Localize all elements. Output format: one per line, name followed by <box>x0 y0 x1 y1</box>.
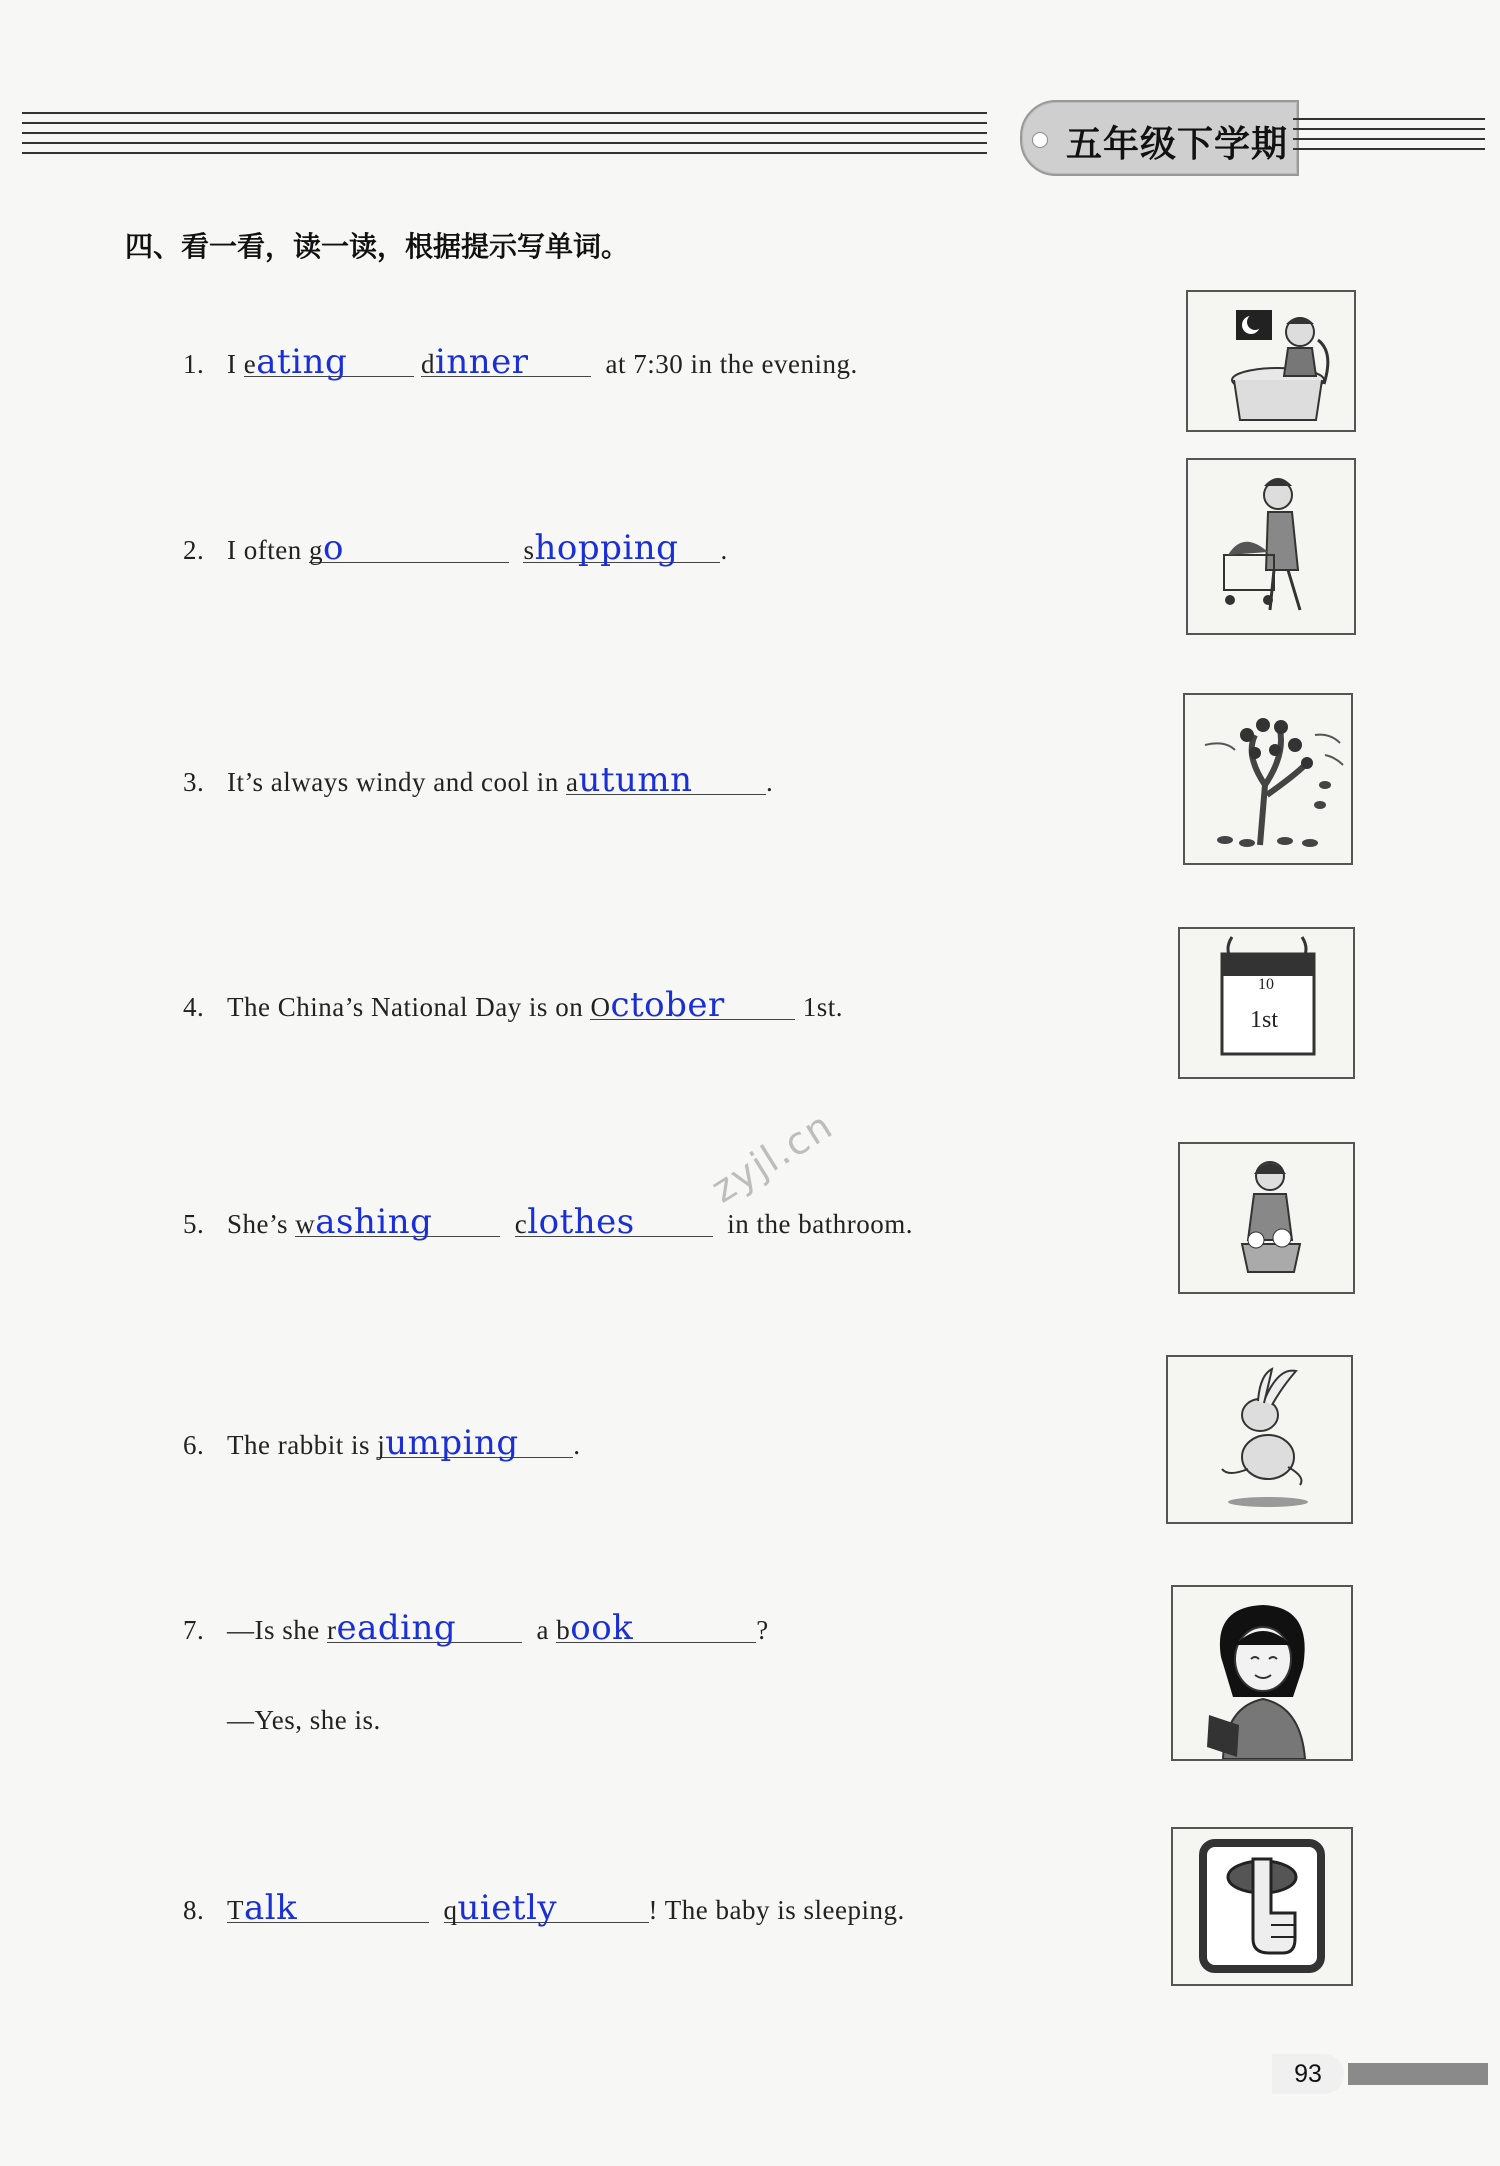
question-text <box>500 1209 515 1239</box>
answer-blank[interactable] <box>443 1888 649 1928</box>
question-text: The rabbit is <box>227 1430 378 1460</box>
page-number: 93 <box>1272 2054 1344 2094</box>
grade-tab <box>1020 100 1299 176</box>
question-text: ? <box>756 1615 769 1645</box>
question-text: It’s always windy and cool in <box>227 767 566 797</box>
question-number: 5. <box>183 1209 205 1239</box>
question-text: . <box>765 767 774 797</box>
question-text <box>509 535 524 565</box>
handwritten-answer: ating <box>256 342 348 382</box>
hint-letter: j <box>377 1430 386 1460</box>
question-7-reply: —Yes, she is. <box>227 1705 381 1735</box>
handwritten-answer: utumn <box>578 760 693 800</box>
handwritten-answer: uietly <box>457 1888 558 1928</box>
question-text: ! The baby is sleeping. <box>648 1895 905 1925</box>
question-text: at 7:30 in the evening. <box>591 349 858 379</box>
question-2 <box>183 528 728 566</box>
footer-bar <box>1348 2063 1488 2085</box>
answer-blank[interactable] <box>590 985 795 1025</box>
question-text: The China’s National Day is on <box>227 992 591 1022</box>
question-text: a <box>522 1615 557 1645</box>
question-number: 1. <box>183 349 205 379</box>
question-number: 2. <box>183 535 205 565</box>
answer-blank[interactable] <box>514 1202 713 1242</box>
calendar-picture <box>1178 927 1355 1079</box>
question-text: I often <box>227 535 309 565</box>
question-number: 6. <box>183 1430 205 1460</box>
shopping-cart-picture <box>1186 458 1356 635</box>
handwritten-answer: eading <box>336 1608 457 1648</box>
hint-letter: b <box>556 1615 571 1645</box>
handwritten-answer: o <box>322 528 344 568</box>
hint-letter: g <box>308 535 323 565</box>
handwritten-answer: ashing <box>315 1202 433 1242</box>
question-text: 1st. <box>795 992 843 1022</box>
handwritten-answer: hopping <box>534 528 679 568</box>
hint-letter: c <box>514 1209 528 1239</box>
answer-blank[interactable] <box>227 1888 429 1928</box>
hint-letter: T <box>227 1895 244 1925</box>
question-text <box>429 1895 444 1925</box>
answer-blank[interactable] <box>308 528 509 568</box>
answer-blank[interactable] <box>295 1202 500 1242</box>
question-text: . <box>573 1430 581 1460</box>
quiet-sign-picture <box>1171 1827 1353 1986</box>
hint-letter: q <box>443 1895 458 1925</box>
question-number: 7. <box>183 1615 205 1645</box>
tab-dot-icon <box>1032 132 1048 148</box>
handwritten-answer: ctober <box>610 985 725 1025</box>
question-number: 8. <box>183 1895 205 1925</box>
question-text: I <box>227 349 244 379</box>
answer-blank[interactable] <box>523 528 720 568</box>
question-text: —Is she <box>227 1615 327 1645</box>
hint-letter: a <box>565 767 579 797</box>
question-text <box>414 349 421 379</box>
question-number: 3. <box>183 767 205 797</box>
question-5 <box>183 1202 913 1240</box>
windy-tree-picture <box>1183 693 1353 865</box>
hint-letter: s <box>523 535 535 565</box>
handwritten-answer: alk <box>244 1888 298 1928</box>
question-text: . <box>720 535 728 565</box>
handwritten-answer: ook <box>570 1608 634 1648</box>
question-text: in the bathroom. <box>712 1209 913 1239</box>
question-number: 4. <box>183 992 205 1022</box>
answer-blank[interactable] <box>565 760 766 800</box>
watermark: zyjl.cn <box>703 1102 842 1212</box>
calendar-month: 10 <box>1258 976 1274 993</box>
reading-girl-picture <box>1171 1585 1353 1761</box>
hint-letter: w <box>295 1209 316 1239</box>
question-1 <box>183 342 858 380</box>
hint-letter: O <box>590 992 611 1022</box>
question-4 <box>183 985 843 1023</box>
handwritten-answer: inner <box>435 342 529 382</box>
question-3 <box>183 760 773 798</box>
hint-letter: r <box>327 1615 337 1645</box>
answer-blank[interactable] <box>556 1608 756 1648</box>
jumping-rabbit-picture <box>1166 1355 1353 1524</box>
answer-blank[interactable] <box>377 1423 573 1463</box>
hint-letter: e <box>243 349 257 379</box>
handwritten-answer: umping <box>385 1423 519 1463</box>
question-6 <box>183 1423 580 1461</box>
calendar-day: 1st <box>1250 1007 1279 1033</box>
question-text: She’s <box>227 1209 296 1239</box>
question-8 <box>183 1888 905 1926</box>
section-title: 四、看一看，读一读，根据提示写单词。 <box>125 230 630 263</box>
answer-blank[interactable] <box>421 342 591 382</box>
answer-blank[interactable] <box>243 342 414 382</box>
question-7 <box>183 1608 769 1646</box>
hint-letter: d <box>421 349 435 379</box>
grade-label: 五年级下学期 <box>1066 124 1289 165</box>
night-dinner-picture <box>1186 290 1356 432</box>
header-rule-right <box>1293 118 1485 158</box>
header-rule-left <box>22 112 987 158</box>
handwritten-answer: lothes <box>527 1202 635 1242</box>
answer-blank[interactable] <box>327 1608 522 1648</box>
washing-clothes-picture <box>1178 1142 1355 1294</box>
